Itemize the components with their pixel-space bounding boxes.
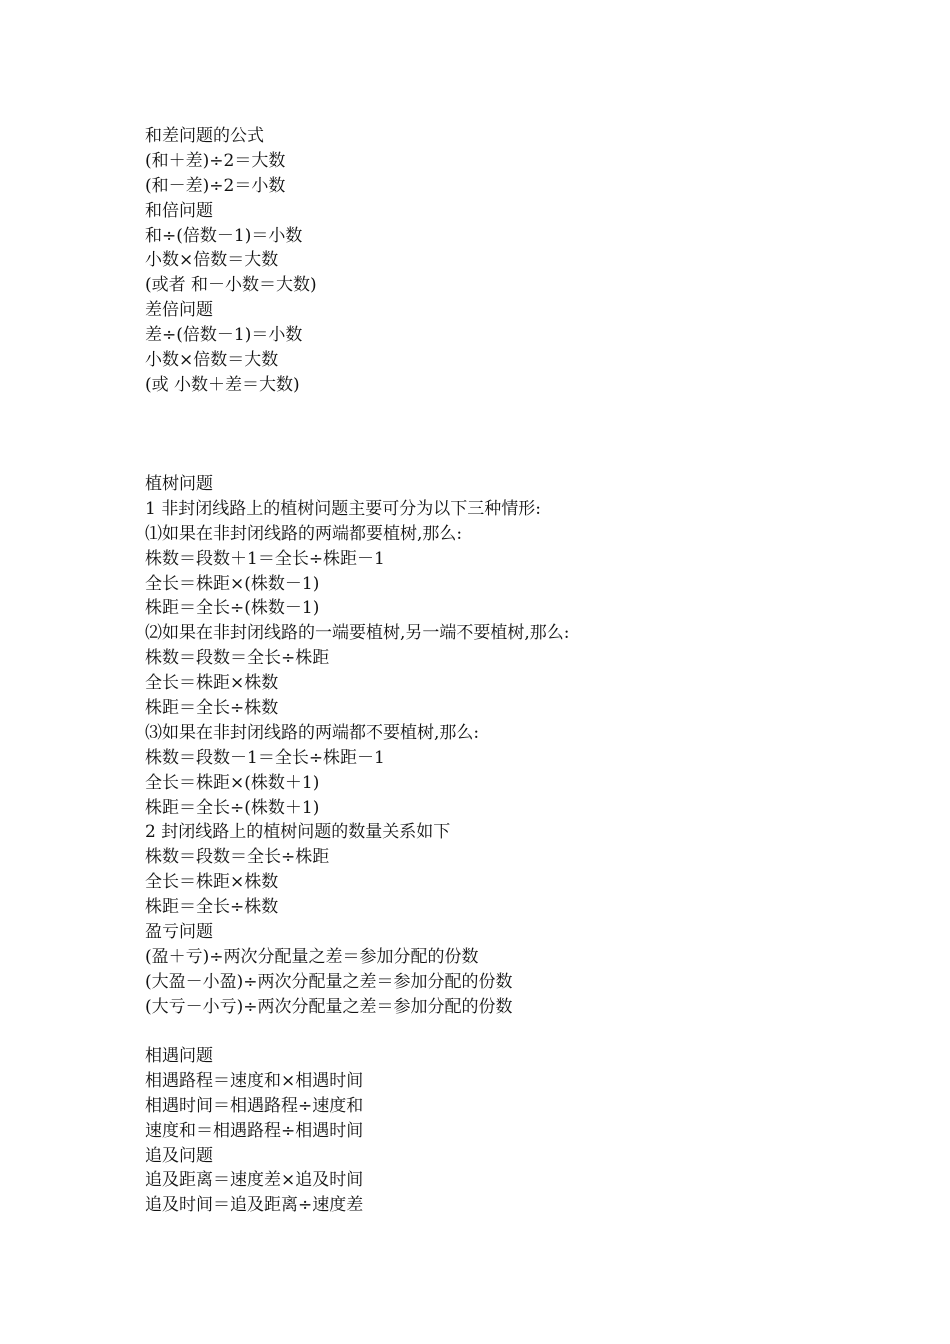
formula-line: 全长＝株距×(株数－1)	[145, 573, 320, 594]
section-heading: 相遇问题	[145, 1046, 213, 1066]
formula-line: 全长＝株距×株数	[145, 673, 279, 694]
formula-line: 株距＝全长÷株数	[145, 698, 279, 719]
formula-line: 相遇路程＝速度和×相遇时间	[145, 1070, 364, 1091]
formula-line: (盈＋亏)÷两次分配量之差＝参加分配的份数	[145, 946, 479, 967]
section-heading: 追及问题	[145, 1145, 213, 1166]
formula-line: 株数＝段数－1＝全长÷株距－1	[145, 747, 385, 768]
section-heading: 和差问题的公式	[145, 126, 264, 146]
formula-line: 全长＝株距×株数	[145, 872, 279, 893]
text-line: 2 封闭线路上的植树问题的数量关系如下	[145, 822, 451, 843]
formula-line: (或 小数＋差＝大数)	[145, 374, 300, 395]
formula-line: (或者 和－小数＝大数)	[145, 275, 317, 296]
formula-line: 速度和＝相遇路程÷相遇时间	[145, 1120, 364, 1141]
text-line: ⑵如果在非封闭线路的一端要植树,另一端不要植树,那么:	[145, 623, 570, 644]
formula-line: 全长＝株距×(株数＋1)	[145, 772, 320, 793]
formula-line: (大亏－小亏)÷两次分配量之差＝参加分配的份数	[145, 996, 513, 1017]
formula-line: 株数＝段数＝全长÷株距	[145, 648, 330, 669]
formula-line: 和÷(倍数－1)＝小数	[145, 225, 303, 246]
formula-line: 小数×倍数＝大数	[145, 350, 279, 371]
formula-line: 株数＝段数＝全长÷株距	[145, 847, 330, 868]
formula-line: 株距＝全长÷(株数＋1)	[145, 797, 320, 818]
formula-line: (和＋差)÷2＝大数	[145, 150, 286, 171]
formula-line: (大盈－小盈)÷两次分配量之差＝参加分配的份数	[145, 971, 513, 992]
text-line: ⑴如果在非封闭线路的两端都要植树,那么:	[145, 523, 463, 544]
formula-line: 相遇时间＝相遇路程÷速度和	[145, 1095, 364, 1116]
formula-line: 株距＝全长÷株数	[145, 897, 279, 918]
text-line: 1 非封闭线路上的植树问题主要可分为以下三种情形:	[145, 498, 541, 519]
section-meeting-pursuit	[145, 1044, 845, 1218]
section-heading: 植树问题	[145, 474, 213, 494]
formula-line: 株距＝全长÷(株数－1)	[145, 598, 320, 619]
section-heading: 和倍问题	[145, 200, 213, 221]
section-sum-difference-multiple	[145, 124, 845, 398]
formula-line: (和－差)÷2＝小数	[145, 175, 286, 196]
section-tree-planting-profit-loss	[145, 472, 845, 1020]
text-line: ⑶如果在非封闭线路的两端都不要植树,那么:	[145, 722, 480, 743]
formula-line: 追及时间＝追及距离÷速度差	[145, 1195, 364, 1216]
section-heading: 盈亏问题	[145, 922, 213, 943]
formula-line: 小数×倍数＝大数	[145, 250, 279, 271]
section-heading: 差倍问题	[145, 300, 213, 321]
formula-line: 株数＝段数＋1＝全长÷株距－1	[145, 548, 385, 569]
formula-line: 追及距离＝速度差×追及时间	[145, 1170, 364, 1191]
formula-line: 差÷(倍数－1)＝小数	[145, 325, 303, 346]
